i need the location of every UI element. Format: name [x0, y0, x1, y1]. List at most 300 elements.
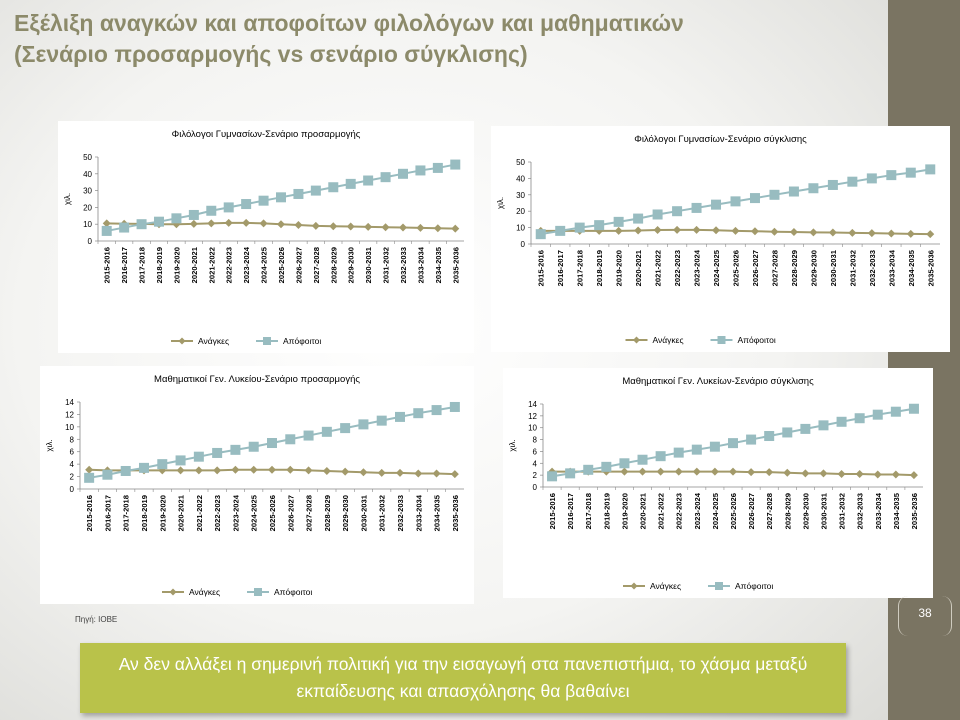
- legend-marker-graduates: [718, 336, 726, 344]
- graduates-point: [206, 206, 216, 216]
- graduates-point: [692, 445, 702, 455]
- graduates-point: [450, 402, 460, 412]
- graduates-point: [154, 217, 164, 227]
- page-number-box: [898, 596, 952, 636]
- x-tick-label: 2029-2030: [341, 495, 351, 532]
- x-tick-label: 2031-2032: [381, 247, 391, 284]
- x-tick-label: 2019-2020: [614, 250, 624, 287]
- needs-point: [382, 223, 390, 231]
- x-tick-label: 2032-2033: [399, 247, 408, 284]
- chart-mathematicians-convergence: [503, 368, 933, 598]
- graduates-point: [119, 223, 129, 233]
- x-tick-label: 2031-2032: [837, 493, 847, 530]
- graduates-point: [847, 177, 857, 187]
- needs-point: [711, 468, 719, 476]
- x-tick-label: 2028-2029: [783, 493, 793, 530]
- needs-point: [887, 230, 895, 238]
- needs-point: [286, 466, 294, 474]
- x-tick-label: 2033-2034: [416, 247, 426, 284]
- needs-point: [323, 467, 331, 475]
- x-tick-label: 2023-2024: [692, 493, 702, 530]
- graduates-point: [614, 217, 624, 227]
- graduates-point: [565, 468, 575, 478]
- legend-label: Απόφοιτοι: [283, 336, 322, 346]
- x-tick-label: 2018-2019: [140, 495, 149, 532]
- needs-point: [892, 471, 900, 479]
- x-tick-label: 2024-2025: [259, 247, 269, 284]
- x-tick-label: 2022-2023: [213, 495, 223, 532]
- graduates-point: [583, 465, 593, 475]
- needs-point: [765, 468, 773, 476]
- x-tick-label: 2030-2031: [819, 493, 829, 530]
- graduates-point: [808, 183, 818, 193]
- slide-title: [14, 8, 874, 70]
- needs-point: [783, 469, 791, 477]
- y-tick-label: 4: [69, 460, 74, 470]
- x-tick-label: 2016-2017: [103, 495, 113, 532]
- needs-point: [620, 468, 628, 476]
- graduates-point: [259, 196, 269, 206]
- graduates-point: [139, 463, 149, 473]
- y-tick-label: 50: [516, 158, 525, 167]
- y-tick-label: 2: [69, 472, 74, 482]
- y-axis-label: χιλ.: [496, 196, 505, 210]
- x-tick-label: 2026-2027: [286, 495, 296, 532]
- legend-label: Ανάγκες: [652, 335, 684, 345]
- x-tick-label: 2024-2025: [249, 495, 259, 532]
- chart-panel-mathematicians-convergence: [503, 368, 933, 598]
- x-tick-label: 2028-2029: [789, 250, 799, 287]
- legend-marker-graduates: [715, 582, 723, 590]
- x-tick-label: 2015-2016: [102, 247, 112, 284]
- x-tick-label: 2027-2028: [311, 247, 321, 284]
- needs-point: [809, 228, 817, 236]
- needs-point: [856, 470, 864, 478]
- needs-point: [85, 466, 93, 474]
- y-tick-label: 20: [83, 203, 92, 213]
- needs-point: [268, 466, 276, 474]
- legend-marker-needs: [179, 338, 186, 345]
- y-tick-label: 10: [516, 223, 525, 233]
- x-tick-label: 2021-2022: [194, 495, 204, 532]
- graduates-point: [925, 164, 935, 174]
- x-tick-label: 2029-2030: [809, 250, 819, 287]
- graduates-point: [728, 438, 738, 448]
- y-tick-label: 14: [528, 400, 537, 409]
- x-tick-label: 2017-2018: [575, 250, 585, 287]
- x-tick-label: 2020-2021: [176, 495, 186, 532]
- y-tick-label: 6: [69, 447, 74, 457]
- legend-label: Απόφοιτοι: [735, 581, 774, 591]
- legend-marker-needs: [631, 583, 638, 590]
- chart-mathematicians-adjustment: [40, 366, 474, 604]
- graduates-point: [102, 226, 112, 236]
- graduates-point: [855, 413, 865, 423]
- x-tick-label: 2027-2028: [304, 495, 314, 532]
- x-tick-label: 2028-2029: [322, 495, 332, 532]
- x-tick-label: 2035-2036: [450, 495, 460, 532]
- legend-marker-needs: [633, 337, 640, 344]
- x-tick-label: 2034-2035: [432, 495, 442, 532]
- needs-point: [231, 466, 239, 474]
- graduates-point: [381, 172, 391, 182]
- x-tick-label: 2022-2023: [674, 493, 684, 530]
- x-tick-label: 2026-2027: [294, 247, 304, 284]
- graduates-point: [415, 165, 425, 175]
- graduates-point: [189, 210, 199, 220]
- chart-philologists-convergence: [491, 126, 950, 352]
- graduates-point: [837, 417, 847, 427]
- x-tick-label: 2019-2020: [158, 495, 168, 532]
- needs-point: [305, 466, 313, 474]
- graduates-point: [575, 223, 585, 233]
- x-tick-label: 2032-2033: [396, 495, 405, 532]
- y-tick-label: 10: [83, 220, 92, 230]
- graduates-point: [194, 452, 204, 462]
- legend-marker-graduates: [254, 588, 262, 596]
- graduates-point: [137, 219, 147, 229]
- x-tick-label: 2035-2036: [451, 247, 461, 284]
- y-tick-label: 40: [83, 169, 92, 179]
- chart-philologists-adjustment: [58, 121, 474, 353]
- x-tick-label: 2016-2017: [120, 247, 130, 284]
- needs-point: [451, 225, 459, 233]
- x-tick-label: 2029-2030: [801, 493, 811, 530]
- needs-point: [434, 224, 442, 232]
- graduates-point: [340, 423, 350, 433]
- x-tick-label: 2033-2034: [887, 250, 897, 287]
- needs-point: [359, 468, 367, 476]
- needs-point: [260, 219, 268, 227]
- graduates-point: [672, 206, 682, 216]
- y-tick-label: 10: [65, 422, 74, 432]
- x-tick-label: 2026-2027: [747, 493, 757, 530]
- chart-panel-philologists-adjustment: [58, 121, 474, 353]
- needs-point: [790, 228, 798, 236]
- chart-title: Φιλόλογοι Γυμνασίων-Σενάριο σύγκλισης: [634, 134, 807, 145]
- graduates-point: [432, 405, 442, 415]
- graduates-point: [358, 419, 368, 429]
- graduates-point: [547, 471, 557, 481]
- x-tick-label: 2016-2017: [566, 493, 576, 530]
- legend-marker-needs: [170, 589, 177, 596]
- needs-point: [416, 224, 424, 232]
- legend-label: Ανάγκες: [650, 581, 682, 591]
- x-tick-label: 2027-2028: [765, 493, 775, 530]
- needs-point: [693, 468, 701, 476]
- x-tick-label: 2033-2034: [414, 495, 424, 532]
- graduates-point: [157, 459, 167, 469]
- x-tick-label: 2024-2025: [710, 493, 720, 530]
- needs-point: [673, 226, 681, 234]
- y-axis-label: χιλ.: [508, 439, 517, 452]
- y-tick-label: 8: [532, 435, 537, 445]
- x-tick-label: 2030-2031: [364, 247, 374, 284]
- needs-point: [819, 469, 827, 477]
- graduates-point: [731, 196, 741, 206]
- needs-point: [654, 226, 662, 234]
- x-tick-label: 2029-2030: [346, 247, 356, 284]
- x-tick-label: 2026-2027: [750, 250, 760, 287]
- y-tick-label: 12: [528, 411, 537, 421]
- page-number: 38: [918, 606, 932, 620]
- needs-point: [378, 469, 386, 477]
- x-tick-label: 2035-2036: [909, 493, 919, 530]
- graduates-point: [398, 169, 408, 179]
- needs-point: [874, 471, 882, 479]
- needs-point: [364, 223, 372, 231]
- x-tick-label: 2035-2036: [926, 250, 936, 287]
- y-tick-label: 0: [532, 483, 537, 492]
- needs-point: [207, 219, 215, 227]
- needs-point: [848, 229, 856, 237]
- graduates-point: [328, 182, 338, 192]
- x-tick-label: 2021-2022: [207, 247, 217, 284]
- legend-label: Ανάγκες: [189, 587, 221, 597]
- y-tick-label: 14: [65, 398, 74, 407]
- y-tick-label: 10: [528, 423, 537, 433]
- graduates-point: [304, 431, 314, 441]
- x-tick-label: 2033-2034: [873, 493, 883, 530]
- x-tick-label: 2028-2029: [329, 247, 339, 284]
- conclusion-callout: [80, 643, 846, 713]
- graduates-point: [750, 193, 760, 203]
- x-tick-label: 2015-2016: [536, 250, 546, 287]
- x-tick-label: 2032-2033: [867, 250, 877, 287]
- needs-point: [225, 219, 233, 227]
- needs-point: [190, 220, 198, 228]
- needs-point: [907, 230, 915, 238]
- graduates-point: [555, 226, 565, 236]
- needs-point: [615, 227, 623, 235]
- source-note: Πηγή: ΙΟΒΕ: [75, 615, 118, 624]
- needs-point: [675, 468, 683, 476]
- chart-panel-philologists-convergence: [491, 126, 950, 352]
- x-tick-label: 2019-2020: [172, 247, 182, 284]
- graduates-point: [906, 168, 916, 178]
- x-tick-label: 2017-2018: [584, 493, 594, 530]
- x-tick-label: 2025-2026: [277, 247, 286, 284]
- graduates-point: [782, 427, 792, 437]
- graduates-point: [891, 407, 901, 417]
- y-tick-label: 20: [516, 207, 525, 217]
- graduates-point: [293, 189, 303, 199]
- x-tick-label: 2018-2019: [155, 247, 164, 284]
- graduates-point: [102, 470, 112, 480]
- graduates-point: [276, 192, 286, 202]
- graduates-point: [769, 190, 779, 200]
- graduates-point: [909, 404, 919, 414]
- x-tick-label: 2015-2016: [548, 493, 558, 530]
- graduates-point: [619, 458, 629, 468]
- x-tick-label: 2016-2017: [556, 250, 566, 287]
- needs-point: [770, 228, 778, 236]
- x-tick-label: 2031-2032: [848, 250, 858, 287]
- needs-point: [868, 229, 876, 237]
- chart-panel-mathematicians-adjustment: [40, 366, 474, 604]
- needs-point: [312, 222, 320, 230]
- graduates-point: [176, 455, 186, 465]
- x-tick-label: 2034-2035: [433, 247, 443, 284]
- graduates-point: [450, 160, 460, 170]
- needs-point: [329, 222, 337, 230]
- x-tick-label: 2025-2026: [731, 250, 741, 287]
- x-tick-label: 2030-2031: [828, 250, 838, 287]
- needs-point: [396, 469, 404, 477]
- graduates-point: [395, 412, 405, 422]
- x-tick-label: 2017-2018: [121, 495, 131, 532]
- x-tick-label: 2032-2033: [855, 493, 865, 530]
- needs-point: [747, 468, 755, 476]
- chart-title: Μαθηματικοί Γεν. Λυκείου-Σενάριο προσαρμογής: [154, 374, 360, 385]
- y-tick-label: 30: [83, 186, 92, 196]
- y-tick-label: 8: [69, 435, 74, 445]
- x-tick-label: 2017-2018: [137, 247, 147, 284]
- needs-point: [910, 471, 918, 479]
- needs-point: [639, 468, 647, 476]
- needs-point: [347, 223, 355, 231]
- x-tick-label: 2025-2026: [729, 493, 738, 530]
- graduates-point: [800, 424, 810, 434]
- graduates-point: [249, 442, 259, 452]
- graduates-point: [789, 187, 799, 197]
- graduates-point: [84, 473, 94, 483]
- graduates-point: [711, 200, 721, 210]
- x-tick-label: 2018-2019: [602, 493, 612, 530]
- needs-point: [712, 226, 720, 234]
- chart-title: Μαθηματικοί Γεν. Λυκείων-Σενάριο σύγκλισης: [622, 376, 814, 387]
- x-tick-label: 2018-2019: [595, 250, 605, 287]
- x-tick-label: 2034-2035: [891, 493, 901, 530]
- needs-point: [693, 226, 701, 234]
- x-tick-label: 2022-2023: [673, 250, 683, 287]
- x-tick-label: 2024-2025: [712, 250, 722, 287]
- needs-point: [433, 469, 441, 477]
- x-tick-label: 2027-2028: [770, 250, 780, 287]
- y-tick-label: 40: [516, 174, 525, 184]
- x-tick-label: 2022-2023: [224, 247, 234, 284]
- slide-title-line-1: Εξέλιξη αναγκών και αποφοίτων φιλολόγων και μαθηματικών: [14, 10, 684, 36]
- x-tick-label: 2031-2032: [377, 495, 387, 532]
- needs-point: [729, 468, 737, 476]
- needs-point: [294, 221, 302, 229]
- graduates-point: [212, 448, 222, 458]
- needs-point: [250, 466, 258, 474]
- y-axis-label: χιλ.: [45, 439, 54, 452]
- graduates-point: [536, 229, 546, 239]
- y-tick-label: 0: [69, 485, 74, 494]
- y-tick-label: 6: [532, 447, 537, 457]
- graduates-point: [241, 199, 251, 209]
- graduates-point: [656, 451, 666, 461]
- needs-point: [732, 227, 740, 235]
- graduates-point: [653, 209, 663, 219]
- y-tick-label: 50: [83, 153, 92, 162]
- x-tick-label: 2030-2031: [359, 495, 369, 532]
- graduates-point: [710, 442, 720, 452]
- graduates-point: [692, 203, 702, 213]
- graduates-point: [433, 163, 443, 173]
- graduates-point: [346, 179, 356, 189]
- needs-point: [399, 224, 407, 232]
- x-tick-label: 2019-2020: [620, 493, 630, 530]
- y-tick-label: 30: [516, 190, 525, 200]
- graduates-point: [413, 408, 423, 418]
- needs-point: [751, 227, 759, 235]
- graduates-point: [363, 176, 373, 186]
- graduates-point: [867, 173, 877, 183]
- needs-point: [195, 466, 203, 474]
- graduates-point: [594, 220, 604, 230]
- needs-point: [341, 468, 349, 476]
- x-tick-label: 2023-2024: [242, 247, 252, 284]
- x-tick-label: 2015-2016: [85, 495, 95, 532]
- needs-point: [926, 230, 934, 238]
- x-tick-label: 2020-2021: [189, 247, 199, 284]
- graduates-point: [601, 462, 611, 472]
- y-tick-label: 12: [65, 410, 74, 420]
- x-tick-label: 2023-2024: [231, 495, 241, 532]
- x-tick-label: 2020-2021: [638, 493, 648, 530]
- x-tick-label: 2023-2024: [692, 250, 702, 287]
- y-tick-label: 0: [87, 237, 92, 246]
- legend-marker-graduates: [263, 337, 271, 345]
- graduates-point: [311, 186, 321, 196]
- needs-point: [177, 466, 185, 474]
- legend-label: Απόφοιτοι: [274, 587, 313, 597]
- graduates-point: [267, 438, 277, 448]
- needs-point: [838, 470, 846, 478]
- y-tick-label: 4: [532, 459, 537, 469]
- needs-point: [801, 469, 809, 477]
- graduates-point: [230, 445, 240, 455]
- x-tick-label: 2025-2026: [268, 495, 277, 532]
- needs-point: [451, 470, 459, 478]
- needs-point: [277, 220, 285, 228]
- x-tick-label: 2021-2022: [656, 493, 666, 530]
- graduates-point: [674, 448, 684, 458]
- x-tick-label: 2020-2021: [634, 250, 644, 287]
- needs-point: [657, 468, 665, 476]
- needs-point: [634, 227, 642, 235]
- legend-label: Ανάγκες: [198, 336, 230, 346]
- graduates-point: [873, 410, 883, 420]
- graduates-point: [818, 420, 828, 430]
- needs-point: [242, 219, 250, 227]
- graduates-point: [764, 431, 774, 441]
- graduates-point: [886, 170, 896, 180]
- graduates-point: [121, 466, 131, 476]
- legend-label: Απόφοιτοι: [737, 335, 776, 345]
- conclusion-callout-text: Αν δεν αλλάξει η σημερινή πολιτική για την εισαγωγή στα πανεπιστήμια, το χάσμα μεταξύ εκπαίδευσης και απασχόλησης θα βαθαίνει: [118, 654, 808, 701]
- chart-title: Φιλόλογοι Γυμνασίων-Σενάριο προσαρμογής: [171, 129, 361, 140]
- x-tick-label: 2034-2035: [906, 250, 916, 287]
- graduates-point: [638, 455, 648, 465]
- needs-point: [829, 229, 837, 237]
- graduates-point: [633, 214, 643, 224]
- graduates-point: [285, 434, 295, 444]
- needs-point: [213, 466, 221, 474]
- graduates-point: [171, 213, 181, 223]
- y-tick-label: 2: [532, 471, 537, 481]
- graduates-point: [828, 180, 838, 190]
- graduates-point: [377, 416, 387, 426]
- x-tick-label: 2021-2022: [653, 250, 663, 287]
- graduates-point: [746, 435, 756, 445]
- y-axis-label: χιλ.: [63, 192, 72, 206]
- slide-title-line-2: (Σενάριο προσαρμογής vs σενάριο σύγκλισης): [14, 41, 528, 67]
- graduates-point: [224, 202, 234, 212]
